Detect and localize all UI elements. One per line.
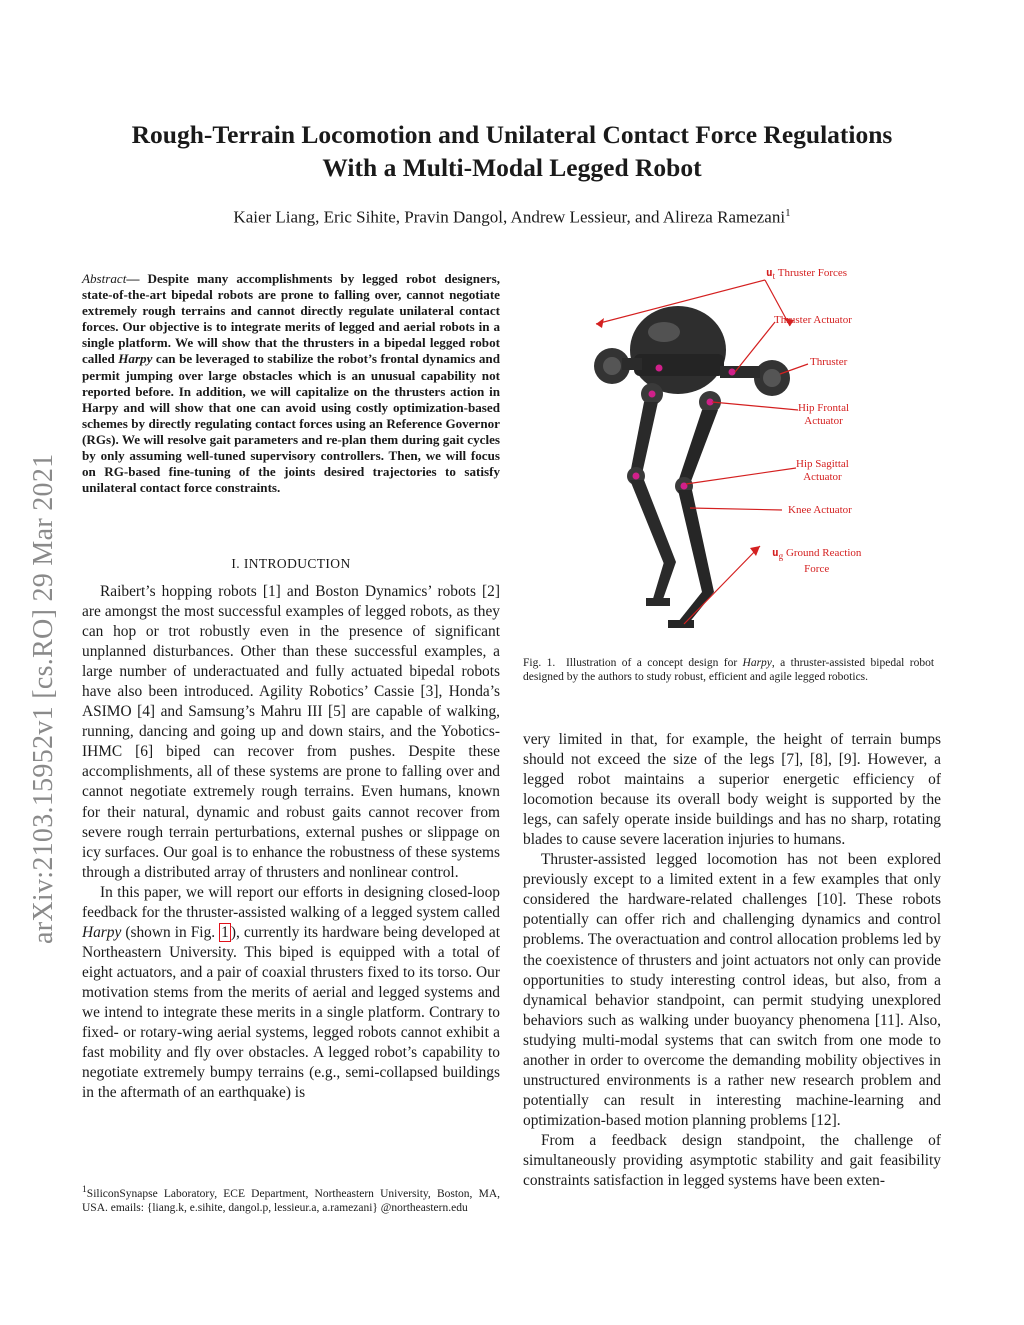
label-hip-sagittal: Hip Sagittal Actuator [796,458,849,483]
label-knee-actuator: Knee Actuator [788,504,852,516]
caption-text-a: Illustration of a concept design for [565,657,743,669]
intro-p2-c: ), currently its hardware being developed at Northeastern University. This biped is equipped with a total of eight actuators, and a pair of coaxial thrusters fixed to its torso. Our motivation stems from the merits of aerial and legged systems and we intend to integrate these merits in a single platform. Contrary to fixed- or rotary-wing aerial systems, legged robots cannot exhibit a fast mobility and fly over obstacles. A legged robot’s capability to negotiate extremely bumpy terrains (e.g., semi-collapsed buildings in the aftermath of an earthquake) is [82,923,500,1102]
right-thigh [678,410,718,484]
footnote-text: SiliconSynapse Laboratory, ECE Department, Northeastern University, Boston, MA, USA. emails: {liang.k, e.sihite, dangol.p, lessieur.a, a.ramezani} @northeastern.edu [82,1187,500,1215]
figure-caption [523,656,934,684]
author-affiliation-mark: 1 [785,207,791,219]
caption-text-b: , a thruster-assisted bipedal robot designed by the authors to study robust, efficient and agile legged robotics. [523,657,935,684]
abstract [82,271,500,496]
robot-torso-dome [630,306,726,394]
paper-title [70,118,954,184]
intro-p2-a: In this paper, we will report our efforts in designing closed-loop feedback for the thruster-assisted walking of a legged system called [82,883,500,921]
label-thruster-forces: $u_t$ Thruster Forces [766,266,848,282]
robot-torso-base [634,354,724,376]
intro-paragraph-2 [82,883,500,1104]
affiliation-footnote [82,1183,500,1215]
title-line-2: With a Multi-Modal Legged Robot [322,153,702,182]
right-paragraph-3: From a feedback design standpoint, the challenge of simultaneously providing asymptotic stability and gait feasibility constraints satisfaction in legged systems have been exten- [523,1131,941,1190]
intro-p2-b: (shown in Fig. [121,923,220,941]
author-list [70,207,954,228]
intro-paragraph-1: Raibert’s hopping robots [1] and Boston Dynamics’ robots [2] are amongst the most successful examples of legged robots, as they can hop or trot robustly even in the presence of significant unplanned disturbances. Other than these successful examples, a large number of underactuated and fully actuated bipedal robots have also been introduced. Agility Robotics’ Cassie [3], Honda’s ASIMO [4] and Samsung’s Mahru III [5] are capable of walking, running, dancing and going up and down stairs, and the Yobotics-IHMC [6] biped can recover from pushes. Despite these accomplishments, all of these systems are prone to falling over and cannot negotiate extremely rough terrains. Even humans, known for their natural, dynamic and robust gaits cannot recover from severe rough terrain perturbations, external pushes or slippage on icy surfaces. Our goal is to enhance the robustness of these systems through a distributed array of thrusters and nonlinear control. [82,583,500,881]
abstract-text-a: Despite many accomplishments by legged robot designers, state-of-the-art bipedal robots are prone to falling over, cannot negotiate extremely rough terrains and cannot directly regulate unilateral contact forces. Our objective is to integrate merits of legged and aerial robots in a single platform. We will show that the thrusters in a bipedal legged robot called [82,271,500,367]
introduction-body [82,582,500,1103]
right-shin [678,490,714,592]
robot-figure [560,262,880,642]
intro-p2-harpy: Harpy [82,923,122,941]
left-shin [630,480,676,564]
caption-prefix: Fig. 1. [523,657,556,669]
title-line-1: Rough-Terrain Locomotion and Unilateral Contact Force Regulations [131,120,893,149]
section-heading-introduction: I. INTRODUCTION [231,556,351,571]
right-column-body [523,730,941,1191]
label-ground-reaction-force: $u_g$ Ground Reaction Force [772,546,862,576]
right-paragraph-1: very limited in that, for example, the height of terrain bumps should not exceed the size of the legs [7], [8], [9]. However, a legged robot maintains a superior energetic efficiency of locomotion because its overall body weight is supported by the legs, can safely operate inside buildings and has no sharp, rotating blades to cause severe laceration injuries to humans. [523,731,941,849]
label-thruster-actuator: Thruster Actuator [774,314,852,326]
label-thruster: Thruster [810,356,848,368]
figure-reference-link[interactable]: 1 [221,923,229,941]
right-paragraph-2: Thruster-assisted legged locomotion has not been explored previously except to a limited extent in a few examples that only considered the hardware-related challenges [10]. These robots potentially can offer rich and challenging dynamics and control problems. The overactuation and control allocation problems led by the coexistence of thrusters and joint actuators not only can provide opportunities to study interesting control ideas, but also, from a dynamical behavior standpoint, can permit studying unexplored behaviors such as walking under buoyancy phenomena [11]. Also, studying multi-modal systems that can switch from one mode to another in order to overcome the demanding mobility objectives in unstructured environments is a rather new research problem and potentially can result in interesting machine-learning and optimization-based motion planning problems [12]. [523,851,941,1129]
arxiv-identifier[interactable]: arXiv:2103.15952v1 [cs.RO] 29 Mar 2021 [28,453,59,944]
left-thigh [630,402,658,474]
footnote-mark: 1 [82,1184,87,1195]
author-names: Kaier Liang, Eric Sihite, Pravin Dangol, Andrew Lessieur, and Alireza Ramezani [233,207,786,227]
abstract-dash: — [126,271,140,286]
abstract-harpy: Harpy [118,351,153,367]
abstract-label: Abstract [82,271,127,286]
label-hip-frontal: Hip Frontal Actuator [798,402,850,427]
caption-harpy: Harpy [742,657,772,669]
abstract-text-b: can be leveraged to stabilize the robot’s frontal dynamics and permit jumping over large obstacles which is an unusual capability not reported before. In addition, we will capitalize on the thrusters action in Harpy and will show that one can avoid using costly optimization-based schemes by directly regulating contact forces using an Reference Governor (RGs). We will resolve gait parameters and re-plan them during gait cycles by only assuming well-tuned supervisory controllers. Then, we will focus on RG-based fine-tuning of the joints desired trajectories to satisfy unilateral contact force constraints. [82,351,500,496]
